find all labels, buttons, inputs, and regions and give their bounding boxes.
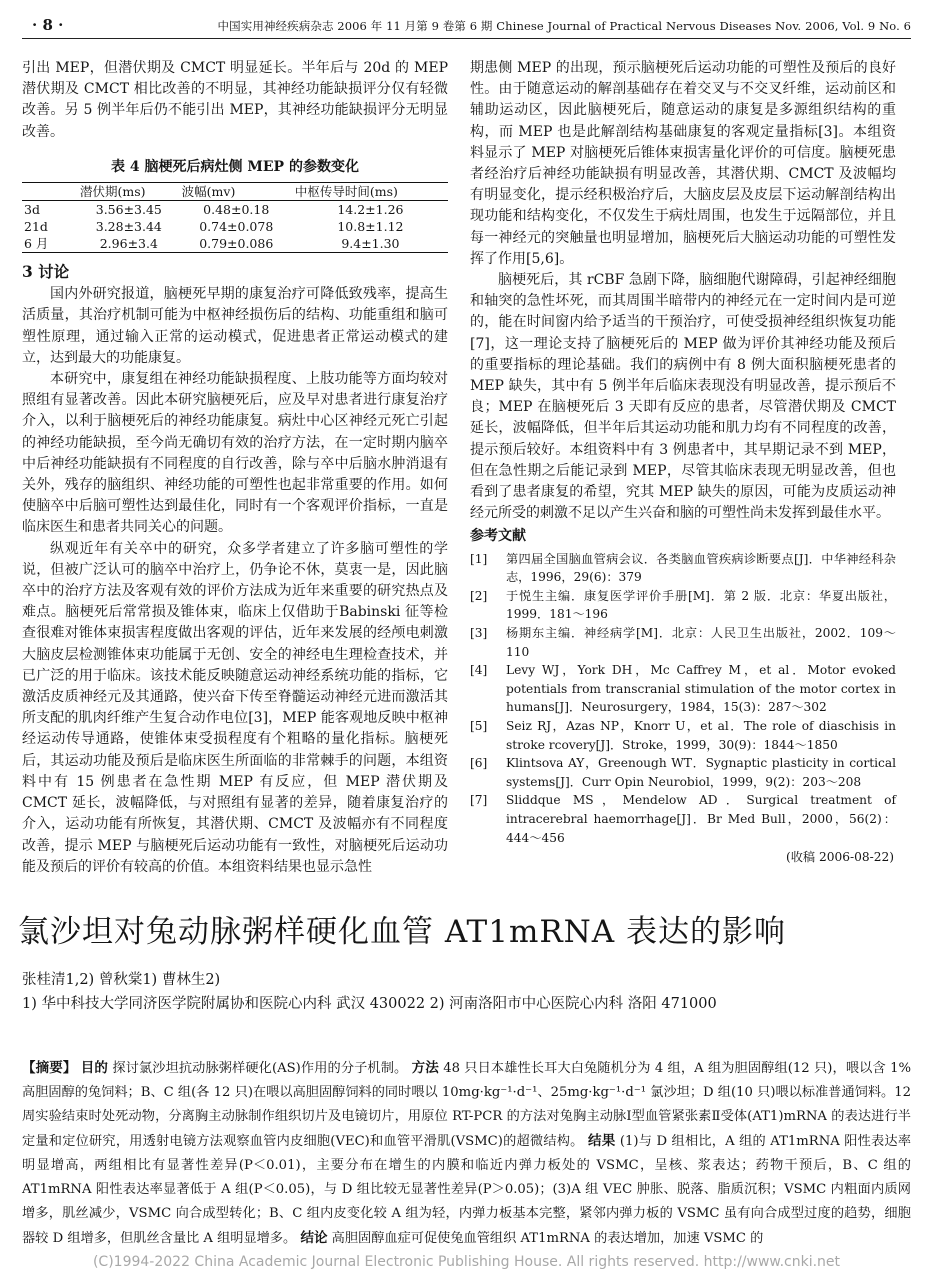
references-title: 参考文献	[470, 528, 526, 545]
table-header: 波幅(mv)	[180, 183, 293, 201]
paragraph: 本研究中，康复组在神经功能缺损程度、上肢功能等方面均较对照组有显著改善。因此本研究脑梗死后，应及早对患者进行康复治疗介入，以利于脑梗死后的神经功能康复。病灶中心区神经元死亡引起的神经功能缺损，至今尚无确切有效的治疗方法，在一定时期内脑卒中后神经功能缺损有不同程度的自行改善，除与卒中后脑水肿消退有关外，残存的脑组织、神经功能的可塑性也起非常重要的作用。如何使脑卒中后脑可塑性达到最佳化，同时有一个客观评价指标，一直是临床医生和患者共同关心的问题。	[22, 371, 448, 536]
table-header: 潜伏期(ms)	[78, 183, 180, 201]
table-row	[22, 218, 448, 235]
reference-text: Sliddque MS，Mendelow AD．Surgical treatment of intracerebral haemorrhage[J]．Br Med Bull，2000，56(2)：444～456	[506, 793, 896, 845]
conclusion-label: 结论	[300, 1230, 328, 1246]
table-row	[22, 235, 448, 253]
reference-number: [7]	[470, 793, 488, 808]
objective-label: 目的	[80, 1060, 109, 1076]
reference-number: [3]	[470, 626, 488, 641]
table-header: 中枢传导时间(ms)	[293, 183, 448, 201]
conclusion-text: 高胆固醇血症可促使兔血管组织 AT1mRNA 的表达增加，加速 VSMC 的	[331, 1231, 764, 1246]
authors: 张桂清1,2) 曾秋棠1) 曹林生2)	[22, 972, 221, 988]
table-header	[22, 183, 78, 201]
paragraph: 引出 MEP，但潜伏期及 CMCT 明显延长。半年后与 20d 的 MEP 潜伏期及 CMCT 相比改善的不明显，其神经功能缺损评分仅有轻微改善。另 5 例半年后仍不能引出 MEP，其神经功能缺损评分无明显改善。	[22, 60, 448, 140]
copyright-footer: (C)1994-2022 China Academic Journal Electronic Publishing House. All rights reserved. http://www.cnki.net	[92, 1254, 841, 1270]
results-text: (1)与 D 组相比，A 组的 AT1mRNA 阳性表达率明显增高，两组相比有显著性差异(P＜0.01)，主要分布在增生的内膜和临近内弹力板处的 VSMC，呈核、浆表达；药物干预后，B、C 组的 AT1mRNA 阳性表达率显著低于 A 组(P＜0.05)，与 D 组比较无显著性差异(P＞0.05)；(3)A 组 VEC 肿胀、脱落、脂质沉积；VSMC 内粗面内质网增多，肌丝减少，VSMC 向合成型转化；B、C 组内皮变化较 A 组为轻，内弹力板基本完整，紧邻内弹力板的 VSMC 虽有向合成型过度的趋势，细胞器较 D 组增多，但肌丝含量比 A 组明显增多。	[22, 1134, 912, 1246]
reference-text: Klintsova AY，Greenough WT．Sygnaptic plasticity in cortical systems[J]．Curr Opin Neurobiol，1999，9(2)：203～208	[506, 756, 896, 789]
mep-parameter-table	[22, 182, 448, 253]
table-cell: 10.8±1.12	[337, 219, 404, 235]
table-cell: 14.2±1.26	[337, 202, 404, 218]
reference-item	[470, 791, 896, 847]
table-cell: 21d	[24, 219, 48, 235]
methods-label: 方法	[411, 1060, 439, 1076]
table-row	[22, 201, 448, 219]
received-date: (收稿 2006-08-22)	[785, 850, 894, 865]
table-cell: 3.28±3.44	[95, 219, 162, 235]
reference-item	[470, 754, 896, 791]
table-cell: 0.74±0.078	[199, 219, 274, 235]
affiliation: 1) 华中科技大学同济医学院附属协和医院心内科 武汉 430022 2) 河南洛阳市中心医院心内科 洛阳 471000	[22, 996, 717, 1012]
reference-text: 杨期东主编．神经病学[M]．北京：人民卫生出版社，2002．109～110	[506, 626, 896, 659]
reference-item	[470, 587, 896, 624]
abstract	[22, 1056, 911, 1251]
left-column	[22, 58, 448, 878]
reference-number: [2]	[470, 588, 488, 603]
paragraph: 纵观近年有关卒中的研究，众多学者建立了许多脑可塑性的学说，但被广泛认可的脑卒中治疗上，仍争论不休，莫衷一是，因此脑卒中的治疗方法及客观有效的评价方法成为近年来重要的研究热点及难点。脑梗死后常常损及锥体束，临床上仅借助于Babinski 征等检查很难对锥体束损害程度做出客观的评估，近年来发展的经颅电刺激大脑皮层检测锥体束功能属于无创、安全的神经电生理检查技术，并已广泛的用于临床。该技术能反映随意运动神经系统功能的指标，它激活皮质神经元及其通路，使兴奋下传至脊髓运动神经元进而激活其所支配的肌肉纤维产生复合动作电位[3]，MEP 能客观地反映中枢神经运动传导通路，使锥体束受损程度有个粗略的量化指标。脑梗死后，其运动功能及预后是临床医生所面临的非常棘手的问题，本组资料中有 15 例患者在急性期 MEP 有反应，但 MEP 潜伏期及 CMCT 延长，波幅降低，与对照组有显著的差异，随着康复治疗的介入，运动功能有所恢复，其潜伏期、CMCT 及波幅亦有不同程度改善，提示 MEP 与脑梗死后运动功能有一致性，对脑梗死后运动功能及预后的评价有较高的价值。本组资料结果也显示急性	[22, 540, 448, 875]
paragraph: 脑梗死后，其 rCBF 急剧下降，脑细胞代谢障碍，引起神经细胞和轴突的急性坏死，而其周围半暗带内的神经元在一定时间内是可逆的，能在时间窗内给予适当的干预治疗，可使受损神经组织恢复功能[7]，这一理论支持了脑梗死后的 MEP 做为评价其神经功能及预后的重要指标的理论基础。我们的病例中有 8 例大面积脑梗死患者的 MEP 缺失，其中有 5 例半年后临床表现没有明显改善，提示预后不良；MEP 在脑梗死后 3 天即有反应的患者，尽管潜伏期及 CMCT 延长，波幅降低，但半年后其运动功能和肌力均有不同程度的改善，提示预后较好。本组资料中有 3 例患者中，其早期记录不到 MEP，但在急性期之后能记录到 MEP，尽管其临床表现无明显改善，但也看到了患者康复的希望，究其 MEP 缺失的原因，可能为皮质运动神经元所受的刺激不足以产生兴奋和脑的可塑性尚未发挥到最佳水平。	[470, 272, 896, 522]
reference-number: [6]	[470, 756, 488, 771]
table-cell: 9.4±1.30	[293, 235, 448, 253]
table-cell: 2.96±3.4	[78, 235, 180, 253]
reference-text: 于悦生主编．康复医学评价手册[M]．第 2 版．北京：华夏出版社，1999．181～196	[506, 588, 896, 622]
abstract-label: 【摘要】	[22, 1060, 77, 1076]
results-label: 结果	[587, 1133, 616, 1149]
objective-text: 探讨氯沙坦抗动脉粥样硬化(AS)作用的分子机制。	[112, 1061, 408, 1076]
paragraph: 期患侧 MEP 的出现，预示脑梗死后运动功能的可塑性及预后的良好性。由于随意运动的解剖基础存在着交叉与不交叉纤维，运动前区和辅助运动区，因此脑梗死后，随意运动的康复是多源组织结构的重构，而 MEP 也是此解剖结构基础康复的客观定量指标[3]。本组资料显示了 MEP 对脑梗死后锥体束损害量化评价的可信度。脑梗死患者经治疗后神经功能缺损有明显改善，其潜伏期、CMCT 及波幅均有明显变化，提示经积极治疗后，大脑皮层及皮层下运动解剖结构出现功能和结构变化，不仅发生于病灶周围，也发生于远隔部位，并且每一神经元的突触量也明显增加，脑梗死后大脑运动功能的可塑性发挥了作用[5,6]。	[470, 60, 896, 267]
reference-text: Levy WJ，York DH，Mc Caffrey M，et al．Motor evoked potentials from transcranial stimulation of the motor cortex in humans[J]．Neurosurgery，1984，15(3)：287～302	[506, 663, 896, 715]
section-title: 3 讨论	[22, 262, 70, 282]
table-title: 表 4 脑梗死后病灶侧 MEP 的参数变化	[111, 158, 359, 175]
article-title: 氯沙坦对兔动脉粥样硬化血管 AT1mRNA 表达的影响	[18, 914, 787, 950]
methods-text: 48 只日本雄性长耳大白兔随机分为 4 组，A 组为胆固醇组(12 只)，喂以含 1% 高胆固醇的兔饲料；B、C 组(各 12 只)在喂以高胆固醇饲料的同时喂以 10mg·kg⁻¹·d⁻¹、25mg·kg⁻¹·d⁻¹ 氯沙坦；D 组(10 只)喂以标准普通饲料。12 周实验结束时处死动物，分离胸主动脉制作组织切片及电镜切片，用原位 RT-PCR 的方法对兔胸主动脉Ⅰ型血管紧张素Ⅱ受体(AT1)mRNA 的表达进行半定量和定位研究，用透射电镜方法观察血管内皮细胞(VEC)和血管平滑肌(VSMC)的超微结构。	[22, 1061, 911, 1149]
page-number: · 8 ·	[32, 16, 64, 34]
reference-item	[470, 624, 896, 661]
table-cell: 0.79±0.086	[180, 235, 293, 253]
reference-number: [1]	[470, 551, 488, 566]
table-cell: 6 月	[22, 235, 78, 253]
reference-number: [4]	[470, 663, 488, 678]
header-rule	[22, 38, 911, 39]
paragraph: 国内外研究报道，脑梗死早期的康复治疗可降低致残率，提高生活质量，其治疗机制可能为中枢神经损伤后的结构、功能重组和脑可塑性原理，通过输入正常的运动模式，促进患者正常运动模式的建立，达到最大的功能康复。	[22, 286, 448, 366]
page-header	[22, 14, 911, 42]
reference-item	[470, 661, 896, 717]
table-cell: 0.48±0.18	[203, 202, 270, 218]
table-header-row	[22, 183, 448, 201]
journal-line: 中国实用神经疾病杂志 2006 年 11 月第 9 卷第 6 期 Chinese Journal of Practical Nervous Diseases Nov. 2006, Vol. 9 No. 6	[217, 19, 911, 33]
reference-item	[470, 717, 896, 754]
reference-text: 第四届全国脑血管病会议．各类脑血管疾病诊断要点[J]．中华神经科杂志，1996，29(6)：379	[506, 551, 896, 585]
reference-item	[470, 550, 896, 587]
reference-text: Seiz RJ，Azas NP，Knorr U，et al．The role of diaschisis in stroke rcovery[J]．Stroke，1999，30(9)：1844～1850	[506, 719, 896, 752]
table-cell: 3.56±3.45	[95, 202, 162, 218]
right-column	[470, 58, 896, 868]
reference-number: [5]	[470, 719, 488, 734]
table-cell: 3d	[24, 202, 40, 218]
